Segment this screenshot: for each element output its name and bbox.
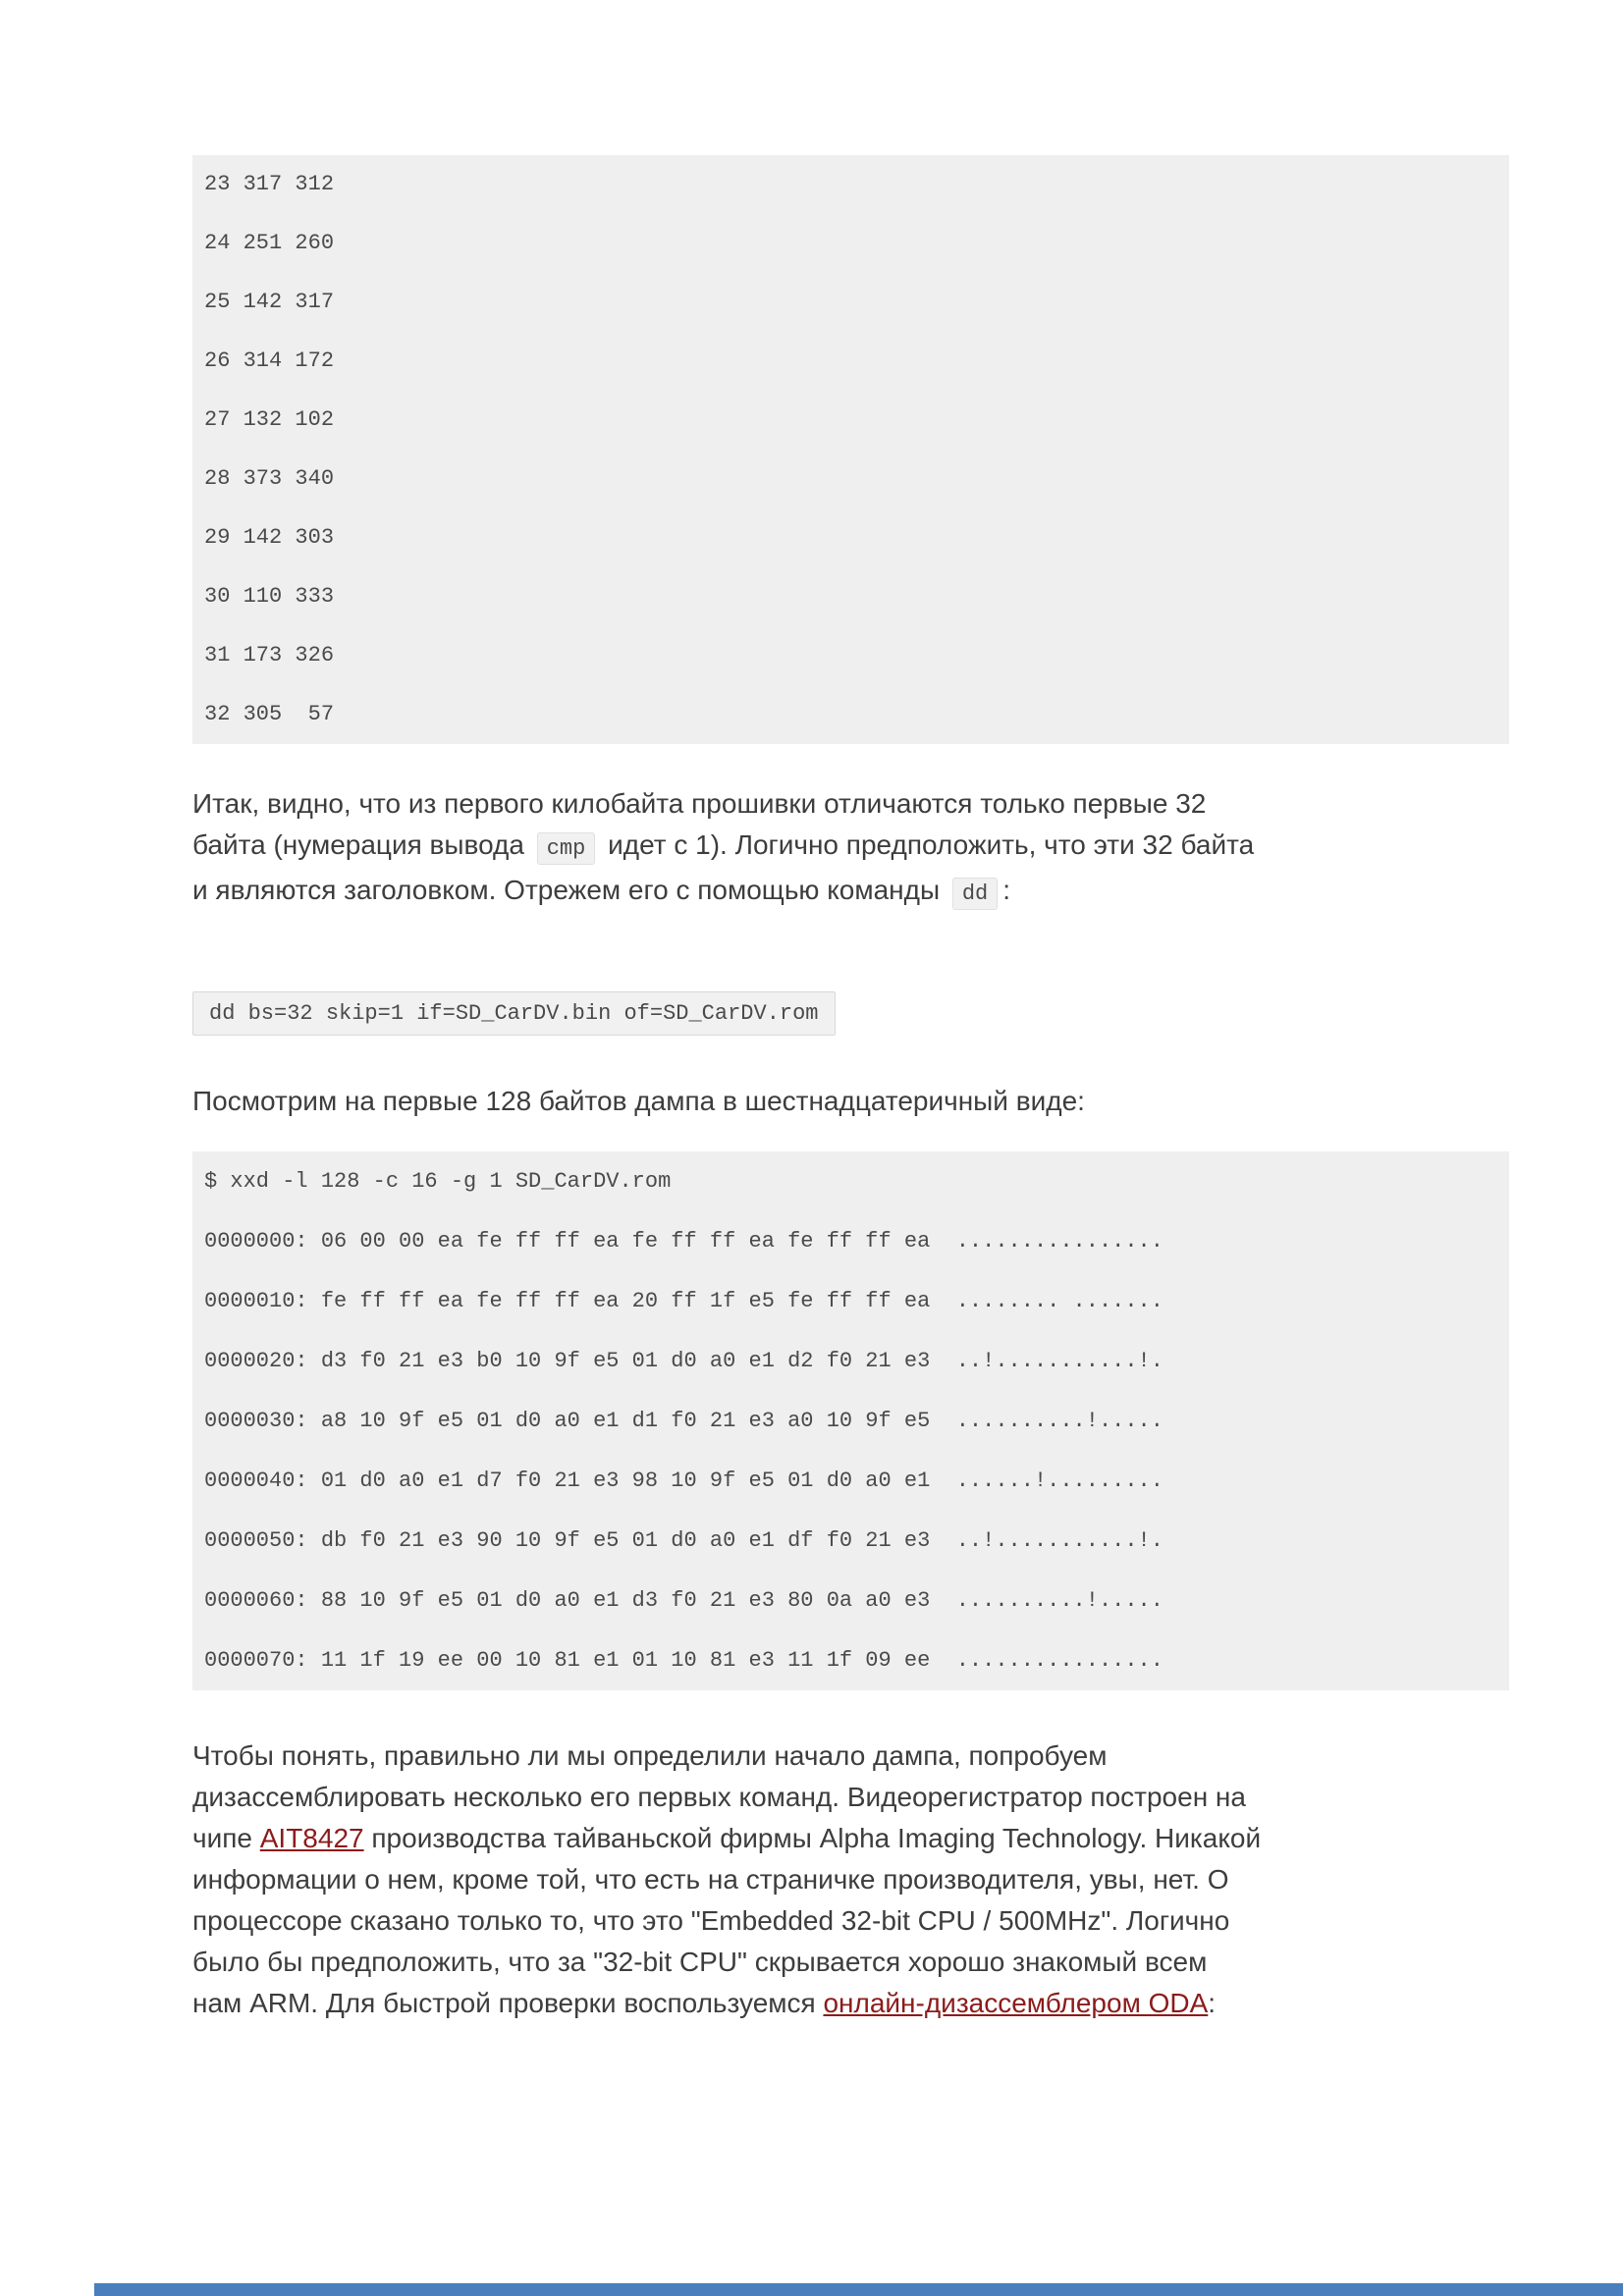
paragraph-check-disasm — [192, 1735, 1509, 2024]
cmp-output-block — [192, 155, 1509, 744]
code-line: 25 142 317 — [204, 290, 335, 314]
code-line: 0000060: 88 10 9f e5 01 d0 a0 e1 d3 f0 21 e3 80 0a a0 e3 ..........!..... — [204, 1588, 1163, 1613]
next-image-top-strip — [94, 2283, 1623, 2296]
code-line: 0000040: 01 d0 a0 e1 d7 f0 21 e3 98 10 9f e5 01 d0 a0 e1 ......!......... — [204, 1468, 1163, 1493]
code-line: 0000030: a8 10 9f e5 01 d0 a0 e1 d1 f0 21 e3 a0 10 9f e5 ..........!..... — [204, 1409, 1163, 1433]
code-line: 31 173 326 — [204, 643, 335, 667]
code-line: $ xxd -l 128 -c 16 -g 1 SD_CarDV.rom — [204, 1169, 672, 1194]
text-run: Чтобы понять, правильно ли мы определили начало дампа, попробуем — [192, 1740, 1108, 1771]
code-line: 24 251 260 — [204, 231, 335, 255]
text-run: чипе — [192, 1823, 260, 1853]
text-run: информации о нем, кроме той, что есть на страничке производителя, увы, нет. О — [192, 1864, 1229, 1895]
dd-command-box: dd bs=32 skip=1 if=SD_CarDV.bin of=SD_CarDV.rom — [192, 991, 836, 1036]
text-run: : — [1208, 1988, 1217, 2018]
text-run: и являются заголовком. Отрежем его с помощью команды — [192, 875, 947, 905]
link-ait8427[interactable]: AIT8427 — [259, 1823, 364, 1853]
text-run: дизассемблировать несколько его первых команд. Видеорегистратор построен на — [192, 1782, 1246, 1812]
text-run: байта (нумерация вывода — [192, 829, 532, 860]
text-run: Итак, видно, что из первого килобайта прошивки отличаются только первые 32 — [192, 788, 1207, 819]
inline-code-chip: cmp — [537, 832, 596, 865]
text-run: производства тайваньской фирмы Alpha Imaging Technology. Никакой — [363, 1823, 1262, 1853]
code-line: 0000020: d3 f0 21 e3 b0 10 9f e5 01 d0 a0 e1 d2 f0 21 e3 ..!...........!. — [204, 1349, 1163, 1373]
code-line: 32 305 57 — [204, 702, 335, 726]
text-run: было бы предположить, что за "32-bit CPU" скрывается хорошо знакомый всем — [192, 1947, 1208, 1977]
paragraph-intro — [192, 783, 1509, 915]
code-line: 0000000: 06 00 00 ea fe ff ff ea fe ff ff ea fe ff ff ea ................ — [204, 1229, 1163, 1254]
code-line: 23 317 312 — [204, 172, 335, 196]
text-run: процессоре сказано только то, что это "Embedded 32-bit CPU / 500MHz". Логично — [192, 1905, 1230, 1936]
text-run: : — [1002, 875, 1011, 905]
code-line: 27 132 102 — [204, 407, 335, 432]
code-line: 30 110 333 — [204, 584, 335, 609]
paragraph-look-hex: Посмотрим на первые 128 байтов дампа в шестнадцатеричный виде: — [192, 1086, 1085, 1116]
code-line: 0000050: db f0 21 e3 90 10 9f e5 01 d0 a0 e1 df f0 21 e3 ..!...........!. — [204, 1528, 1163, 1553]
code-line: 26 314 172 — [204, 348, 335, 373]
text-run: идет с 1). Логично предположить, что эти 32 байта — [600, 829, 1255, 860]
code-line: 0000070: 11 1f 19 ee 00 10 81 e1 01 10 81 e3 11 1f 09 ee ................ — [204, 1648, 1163, 1673]
code-line: 0000010: fe ff ff ea fe ff ff ea 20 ff 1f e5 fe ff ff ea ........ ....... — [204, 1289, 1163, 1313]
inline-code-chip: dd — [952, 878, 998, 910]
article-content — [192, 155, 1509, 2052]
link-oda-disassembler[interactable]: онлайн-дизассемблером ODA — [823, 1988, 1209, 2018]
hex-dump-block — [192, 1151, 1509, 1690]
code-line: 29 142 303 — [204, 525, 335, 550]
code-line: 28 373 340 — [204, 466, 335, 491]
text-run: нам ARM. Для быстрой проверки воспользуемся — [192, 1988, 824, 2018]
